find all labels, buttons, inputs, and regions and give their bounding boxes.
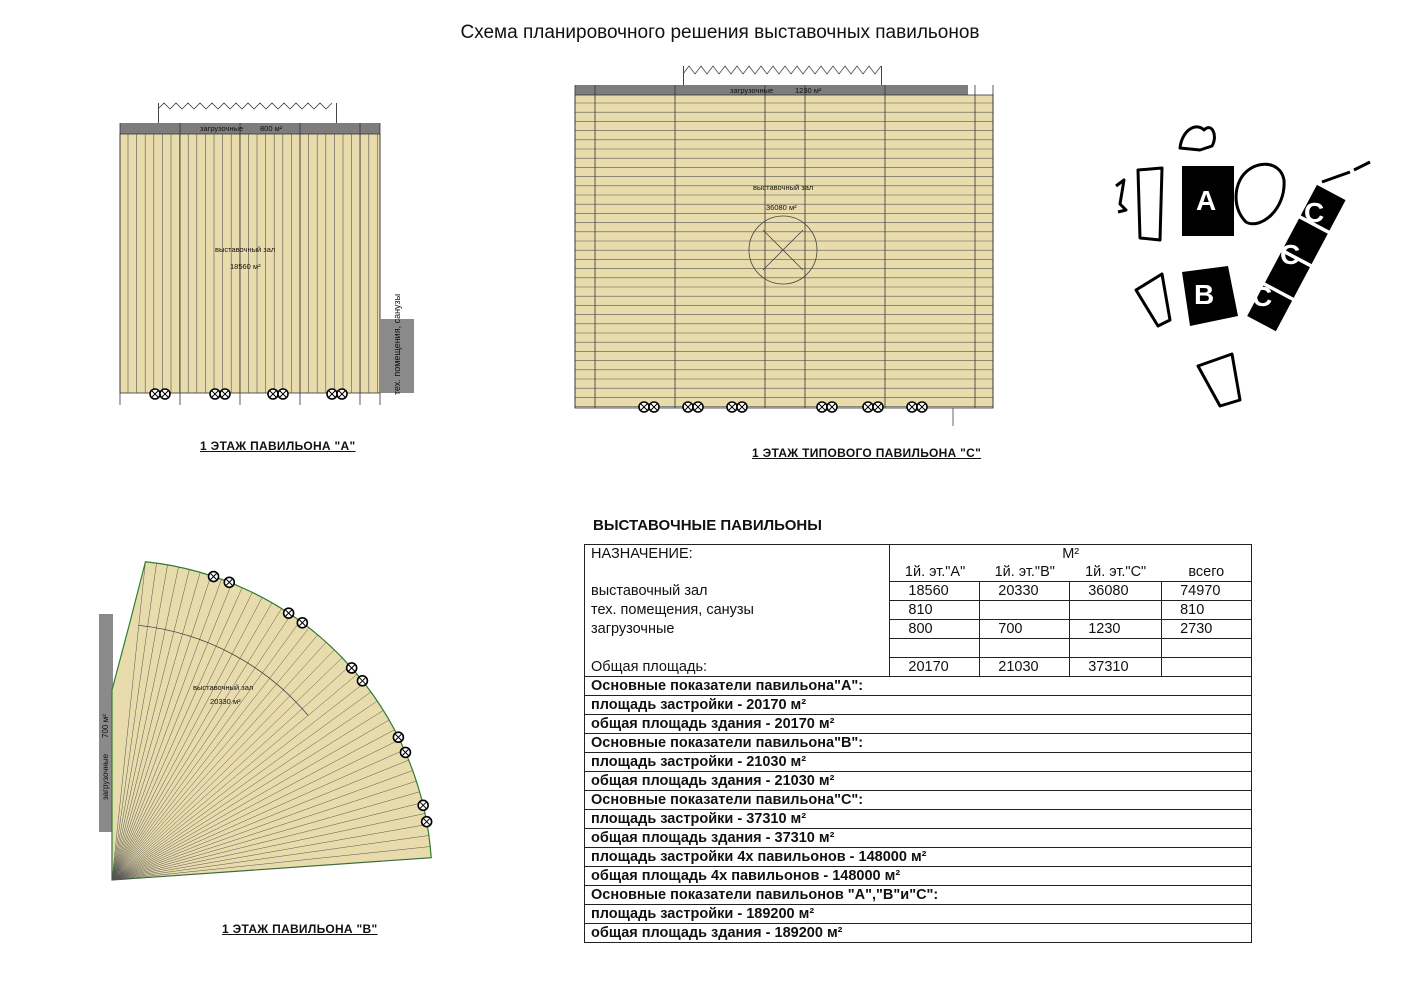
site-outline-tick2 bbox=[1354, 162, 1370, 170]
note-text: Основные показатели павильона"В": bbox=[585, 734, 1252, 753]
row-label: Общая площадь: bbox=[585, 658, 890, 677]
table-row bbox=[585, 639, 1252, 658]
row-value: 2730 bbox=[1162, 620, 1252, 639]
header-spacer bbox=[585, 563, 890, 582]
note-text: площадь застройки - 20170 м² bbox=[585, 696, 1252, 715]
note-row bbox=[585, 734, 1252, 753]
note-text: Основные показатели павильонов "А","В"и"С": bbox=[585, 886, 1252, 905]
loading-label: загрузочные bbox=[730, 86, 774, 95]
site-outline-lower bbox=[1136, 274, 1170, 326]
row-value: 36080 bbox=[1070, 582, 1162, 601]
note-text: общая площадь здания - 189200 м² bbox=[585, 924, 1252, 943]
note-row bbox=[585, 886, 1252, 905]
pavilion-a-plan bbox=[100, 95, 430, 415]
row-label: загрузочные bbox=[585, 620, 890, 639]
site-map bbox=[1100, 110, 1390, 410]
hall-label: выставочный зал bbox=[753, 183, 814, 192]
row-label: тех. помещения, санузы bbox=[585, 601, 890, 620]
note-text: площадь застройки - 37310 м² bbox=[585, 810, 1252, 829]
row-value: 700 bbox=[980, 620, 1070, 639]
row-value: 74970 bbox=[1162, 582, 1252, 601]
note-text: общая площадь 4х павильонов - 148000 м² bbox=[585, 867, 1252, 886]
pavilion-b-plan bbox=[95, 550, 440, 885]
site-label-c: C bbox=[1224, 321, 1245, 352]
pavilion-c-plan bbox=[565, 62, 1005, 432]
table-row bbox=[585, 582, 1252, 601]
site-outline-top bbox=[1180, 127, 1214, 150]
row-label bbox=[585, 639, 890, 658]
table-row bbox=[585, 620, 1252, 639]
row-value: 21030 bbox=[980, 658, 1070, 677]
table-title: ВЫСТАВОЧНЫЕ ПАВИЛЬОНЫ bbox=[593, 517, 822, 534]
site-outline-edge bbox=[1116, 180, 1126, 212]
table-row bbox=[585, 601, 1252, 620]
note-text: площадь застройки - 189200 м² bbox=[585, 905, 1252, 924]
loading-label: загрузочные bbox=[200, 124, 244, 133]
loading-area: 700 м² bbox=[101, 714, 110, 738]
column-header: 1й. эт."А" bbox=[890, 563, 980, 582]
awning-zigzag bbox=[683, 66, 881, 74]
note-row bbox=[585, 924, 1252, 943]
note-row bbox=[585, 810, 1252, 829]
note-row bbox=[585, 905, 1252, 924]
note-row bbox=[585, 772, 1252, 791]
page-title: Схема планировочного решения выставочных павильонов bbox=[460, 22, 980, 43]
pavilion-a-caption: 1 ЭТАЖ ПАВИЛЬОНА "А" bbox=[200, 439, 356, 453]
note-row bbox=[585, 867, 1252, 886]
pavilion-b-caption: 1 ЭТАЖ ПАВИЛЬОНА "В" bbox=[222, 922, 378, 936]
note-text: общая площадь здания - 20170 м² bbox=[585, 715, 1252, 734]
row-value: 37310 bbox=[1070, 658, 1162, 677]
table-row bbox=[585, 658, 1252, 677]
hall-label: выставочный зал bbox=[215, 245, 276, 254]
row-value bbox=[1070, 639, 1162, 658]
note-text: общая площадь здания - 37310 м² bbox=[585, 829, 1252, 848]
row-value bbox=[980, 639, 1070, 658]
note-row bbox=[585, 829, 1252, 848]
column-header: всего bbox=[1162, 563, 1252, 582]
loading-area: 800 м² bbox=[260, 124, 283, 133]
loading-area: 1230 м² bbox=[795, 86, 822, 95]
note-text: площадь застройки 4х павильонов - 148000 м² bbox=[585, 848, 1252, 867]
row-label: выставочный зал bbox=[585, 582, 890, 601]
purpose-header: НАЗНАЧЕНИЕ: bbox=[585, 545, 890, 564]
note-row bbox=[585, 696, 1252, 715]
row-value bbox=[1162, 639, 1252, 658]
awning-zigzag bbox=[158, 103, 332, 109]
site-label-a: A bbox=[1196, 185, 1217, 216]
row-value: 810 bbox=[1162, 601, 1252, 620]
note-row bbox=[585, 753, 1252, 772]
loading-strip bbox=[120, 123, 380, 134]
row-value bbox=[890, 639, 980, 658]
column-header: 1й. эт."С" bbox=[1070, 563, 1162, 582]
row-value bbox=[1162, 658, 1252, 677]
row-value: 810 bbox=[890, 601, 980, 620]
note-text: общая площадь здания - 21030 м² bbox=[585, 772, 1252, 791]
row-value: 1230 bbox=[1070, 620, 1162, 639]
hall-area: 20330 м² bbox=[210, 697, 241, 706]
site-label-c: C bbox=[1280, 239, 1301, 270]
note-text: площадь застройки - 21030 м² bbox=[585, 753, 1252, 772]
note-row bbox=[585, 677, 1252, 696]
site-outline-left bbox=[1138, 168, 1162, 240]
hall-area: 18560 м² bbox=[230, 262, 261, 271]
row-value: 18560 bbox=[890, 582, 980, 601]
row-value bbox=[980, 601, 1070, 620]
hall-area: 36080 м² bbox=[766, 203, 797, 212]
tech-rooms-label: тех. помещения, санузы bbox=[392, 293, 402, 395]
site-outline-tick bbox=[1322, 172, 1350, 182]
note-row bbox=[585, 791, 1252, 810]
note-row bbox=[585, 715, 1252, 734]
hall-label: выставочный зал bbox=[193, 683, 254, 692]
column-header: 1й. эт."В" bbox=[980, 563, 1070, 582]
row-value bbox=[1070, 601, 1162, 620]
row-value: 800 bbox=[890, 620, 980, 639]
note-text: Основные показатели павильона"А": bbox=[585, 677, 1252, 696]
row-value: 20330 bbox=[980, 582, 1070, 601]
row-value: 20170 bbox=[890, 658, 980, 677]
loading-label: загрузочные bbox=[101, 753, 110, 800]
site-label-c: C bbox=[1252, 281, 1273, 312]
site-label-c: C bbox=[1304, 197, 1325, 228]
area-table bbox=[584, 544, 1252, 943]
site-outline-oval bbox=[1236, 164, 1284, 224]
unit-header: М² bbox=[890, 545, 1252, 564]
note-row bbox=[585, 848, 1252, 867]
pavilion-c-caption: 1 ЭТАЖ ТИПОВОГО ПАВИЛЬОНА "С" bbox=[752, 446, 982, 460]
site-outline-bottom bbox=[1198, 354, 1240, 406]
note-text: Основные показатели павильона"С": bbox=[585, 791, 1252, 810]
site-label-b: B bbox=[1194, 279, 1215, 310]
